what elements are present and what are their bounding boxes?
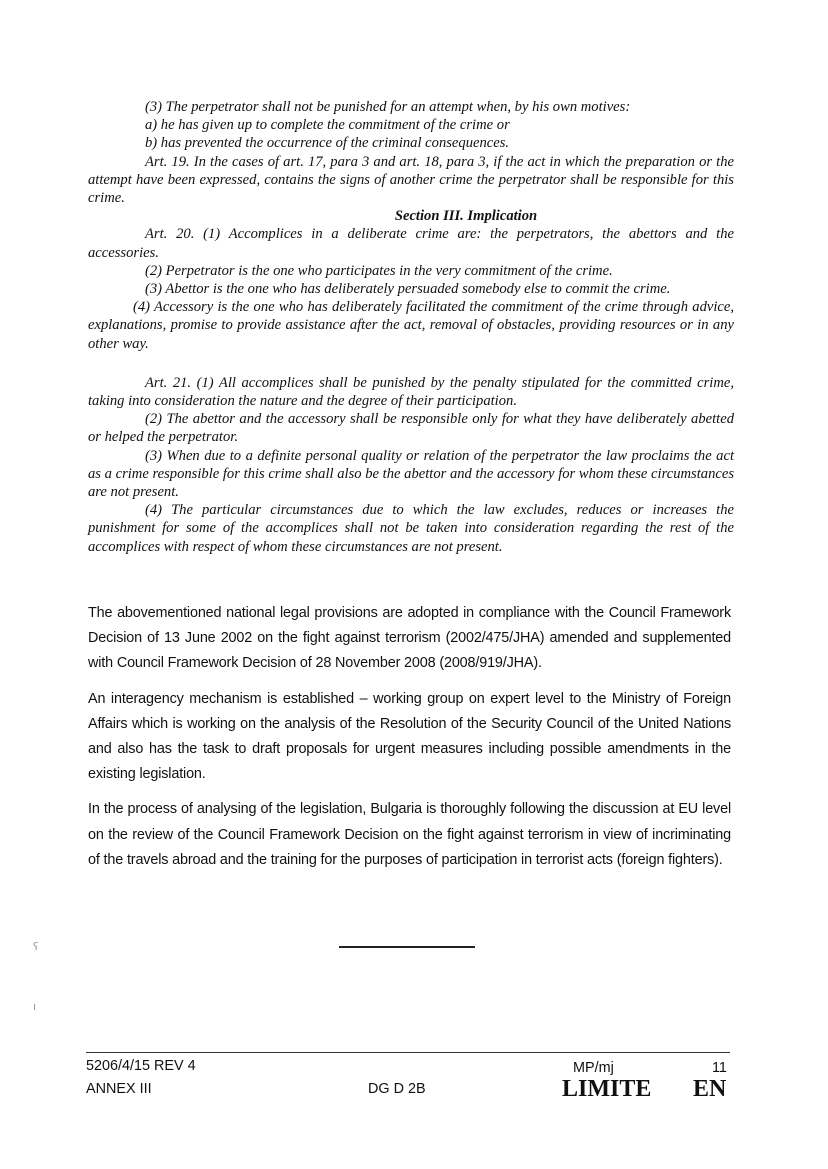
annex-label: ANNEX III <box>86 1081 152 1097</box>
scan-artifact: ı <box>33 1000 37 1013</box>
paragraph: a) he has given up to complete the commitment of the crime or <box>145 117 510 134</box>
paragraph: (3) The perpetrator shall not be punished for an attempt when, by his own motives: <box>145 99 631 115</box>
paragraph: (3) Abettor is the one who has deliberately persuaded somebody else to commit the crime. <box>145 281 671 298</box>
paragraph: (4) Accessory is the one who has deliberately facilitated the commitment of the crime through advice, explanations, promise to provide assistance after the act, removal of obstacles, providing resources or in any other way. <box>88 299 734 352</box>
footer-rule <box>86 1052 572 1053</box>
classification-marking: LIMITE <box>562 1076 652 1102</box>
scan-artifact: ʕ <box>33 940 39 953</box>
spacer <box>88 353 734 374</box>
document-reference: 5206/4/15 REV 4 <box>86 1058 196 1074</box>
paragraph: Art. 19. In the cases of art. 17, para 3 and art. 18, para 3, if the act in which the preparation or the attempt have been expressed, contains the signs of another crime the perpetrator shall be responsible for this crime. <box>88 153 734 207</box>
paragraph: An interagency mechanism is established – working group on expert level to the Ministry of Foreign Affairs which is working on the analysis of the Resolution of the Security Council of the United Nations and also has the task to draft proposals for urgent measures including possible amendments in the existing legislation. <box>88 690 731 783</box>
paragraph: b) has prevented the occurrence of the criminal consequences. <box>145 135 510 152</box>
footer-rule <box>572 1052 730 1053</box>
paragraph: (3) When due to a definite personal quality or relation of the perpetrator the law proclaims the act as a crime responsible for this crime shall also be the abettor and the accessory for whom these circumstances are not present. <box>88 447 734 501</box>
paragraph: Art. 21. (1) All accomplices shall be punished by the penalty stipulated for the committed crime, taking into consideration the nature and the degree of their participation. <box>88 374 734 410</box>
paragraph: (2) Perpetrator is the one who participates in the very commitment of the crime. <box>145 262 613 279</box>
paragraph: The abovementioned national legal provisions are adopted in compliance with the Council Framework Decision of 13 June 2002 on the fight against terrorism (2002/475/JHA) amended and supplemented with Council Framework Decision of 28 November 2008 (2008/919/JHA). <box>88 605 731 672</box>
legal-provisions-text <box>88 98 734 556</box>
page-number: 11 <box>712 1060 727 1076</box>
section-heading: Section III. Implication <box>394 208 538 225</box>
author-initials: MP/mj <box>573 1060 614 1076</box>
paragraph: (4) The particular circumstances due to which the law excludes, reduces or increases the punishment for some of the accomplices shall not be taken into consideration regarding the rest of the accomplices with respect of whom these circumstances are not present. <box>88 502 734 555</box>
language-code: EN <box>693 1076 727 1102</box>
directorate-label: DG D 2B <box>368 1081 426 1097</box>
paragraph: In the process of analysing of the legislation, Bulgaria is thoroughly following the discussion at EU level on the review of the Council Framework Decision on the fight against terrorism in view of incriminating of the travels abroad and the training for the purposes of participation in terrorist acts (foreign fighters). <box>88 801 731 868</box>
end-of-text-rule <box>339 946 475 948</box>
body-text <box>88 601 731 883</box>
paragraph: (2) The abettor and the accessory shall be responsible only for what they have deliberately abetted or helped the perpetrator. <box>88 411 734 446</box>
paragraph: Art. 20. (1) Accomplices in a deliberate crime are: the perpetrators, the abettors and the accessories. <box>88 226 734 261</box>
